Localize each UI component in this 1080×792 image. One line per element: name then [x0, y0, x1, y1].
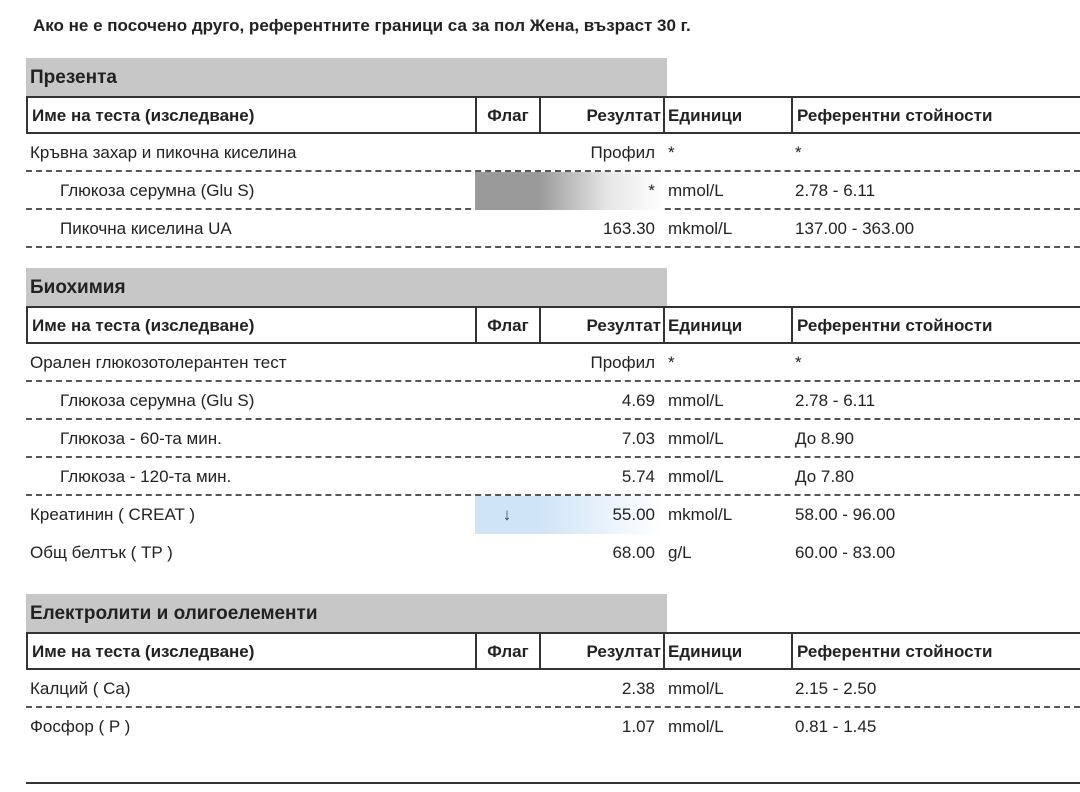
- col-header-ref: Референтни стойности: [791, 634, 1080, 670]
- col-header-result: Резултат: [539, 308, 663, 344]
- test-flag: [475, 670, 539, 708]
- test-reference: 2.78 - 6.11: [795, 391, 876, 410]
- test-flag: [475, 382, 539, 420]
- test-units: mmol/L: [668, 679, 724, 698]
- col-header-name: Име на теста (изследване): [26, 308, 475, 344]
- test-units: *: [668, 353, 675, 372]
- table-row: [26, 670, 1080, 708]
- test-units: mmol/L: [668, 429, 724, 448]
- table-row: [26, 534, 1080, 572]
- section-elektroliti: [26, 594, 1080, 746]
- table-row: [26, 172, 1080, 210]
- test-result: *: [539, 172, 663, 210]
- col-header-result: Резултат: [539, 634, 663, 670]
- bottom-divider: [26, 782, 1080, 784]
- test-units: *: [668, 143, 675, 162]
- test-units: mmol/L: [668, 391, 724, 410]
- test-name: Креатинин ( CREAT ): [30, 505, 195, 524]
- col-header-name: Име на теста (изследване): [26, 98, 475, 134]
- test-result: 5.74: [621, 467, 655, 486]
- table-row: [26, 708, 1080, 746]
- col-header-flag: Флаг: [475, 98, 539, 134]
- col-header-units: Единици: [663, 98, 791, 134]
- test-reference: 58.00 - 96.00: [795, 505, 896, 524]
- test-flag: [475, 172, 539, 210]
- test-result: 2.38: [621, 679, 655, 698]
- test-reference: До 7.80: [795, 467, 854, 486]
- table-row: [26, 420, 1080, 458]
- test-units: g/L: [668, 543, 692, 562]
- test-reference: 0.81 - 1.45: [795, 717, 877, 736]
- section-title: Биохимия: [26, 268, 667, 306]
- test-result: Профил: [590, 353, 655, 372]
- test-reference: 60.00 - 83.00: [795, 543, 896, 562]
- test-reference: 2.78 - 6.11: [795, 181, 876, 200]
- section-biohimiya: [26, 268, 1080, 572]
- test-flag: [475, 134, 539, 172]
- test-units: mmol/L: [668, 717, 724, 736]
- test-name: Орален глюкозотолерантен тест: [30, 353, 287, 372]
- test-reference: *: [795, 143, 802, 162]
- test-flag: [475, 534, 539, 572]
- test-flag: [475, 344, 539, 382]
- test-result: 55.00: [539, 496, 663, 534]
- table-header: [26, 306, 1080, 344]
- test-units: mkmol/L: [668, 219, 733, 238]
- table-row: [26, 496, 1080, 534]
- low-flag-arrow-icon: ↓: [475, 496, 539, 534]
- test-result: 163.30: [603, 219, 655, 238]
- test-flag: [475, 210, 539, 248]
- test-result: 1.07: [621, 717, 655, 736]
- test-reference: 2.15 - 2.50: [795, 679, 877, 698]
- test-name: Фосфор ( P ): [30, 717, 131, 736]
- table-row: [26, 382, 1080, 420]
- col-header-ref: Референтни стойности: [791, 308, 1080, 344]
- table-row: [26, 344, 1080, 382]
- test-units: mmol/L: [668, 181, 724, 200]
- test-name: Общ белтък ( TP ): [30, 543, 173, 562]
- test-name: Калций ( Ca): [30, 679, 131, 698]
- reference-note: Ако не е посочено друго, референтните граници са за пол Жена, възраст 30 г.: [33, 16, 691, 35]
- test-name: Глюкоза серумна (Glu S): [60, 391, 255, 410]
- test-reference: До 8.90: [795, 429, 854, 448]
- test-flag: [475, 708, 539, 746]
- col-header-result: Резултат: [539, 98, 663, 134]
- test-name: Кръвна захар и пикочна киселина: [30, 143, 297, 162]
- test-result: 7.03: [621, 429, 655, 448]
- test-result: 4.69: [621, 391, 655, 410]
- section-title: Електролити и олигоелементи: [26, 594, 667, 632]
- section-prezenta: [26, 58, 1080, 248]
- test-flag: [475, 420, 539, 458]
- test-flag: [475, 458, 539, 496]
- test-result: 68.00: [612, 543, 655, 562]
- test-name: Глюкоза - 120-та мин.: [60, 467, 232, 486]
- col-header-flag: Флаг: [475, 634, 539, 670]
- table-row: [26, 210, 1080, 248]
- col-header-units: Единици: [663, 308, 791, 344]
- table-header: [26, 632, 1080, 670]
- table-row: [26, 134, 1080, 172]
- test-result: Профил: [590, 143, 655, 162]
- test-reference: 137.00 - 363.00: [795, 219, 915, 238]
- col-header-units: Единици: [663, 634, 791, 670]
- table-row: [26, 458, 1080, 496]
- col-header-ref: Референтни стойности: [791, 98, 1080, 134]
- test-name: Пикочна киселина UA: [60, 219, 232, 238]
- col-header-name: Име на теста (изследване): [26, 634, 475, 670]
- test-units: mmol/L: [668, 467, 724, 486]
- test-reference: *: [795, 353, 802, 372]
- test-name: Глюкоза серумна (Glu S): [60, 181, 255, 200]
- test-units: mkmol/L: [668, 505, 733, 524]
- col-header-flag: Флаг: [475, 308, 539, 344]
- test-name: Глюкоза - 60-та мин.: [60, 429, 222, 448]
- table-header: [26, 96, 1080, 134]
- section-title: Презента: [26, 58, 667, 96]
